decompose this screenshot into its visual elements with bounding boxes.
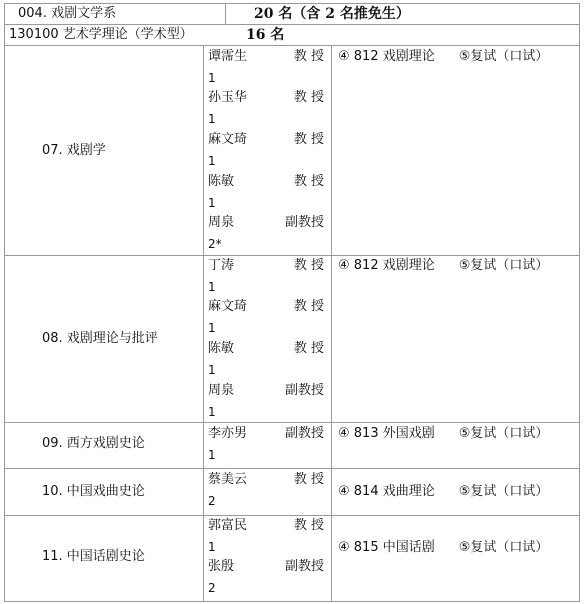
major-quota: 16 名 [246, 27, 285, 43]
teacher-count: 2* [208, 237, 222, 251]
teacher-entry [208, 174, 324, 211]
direction-label: 09. 西方戏剧史论 [42, 436, 145, 451]
teacher-entry [208, 426, 324, 463]
table-rule [4, 422, 580, 423]
teacher-title: 副教授 [284, 383, 324, 398]
teacher-name: 孙玉华 [208, 90, 248, 105]
teacher-title: 教 授 [293, 174, 324, 189]
teacher-count: 1 [208, 71, 216, 85]
exam-retest: ⑤复试（口试） [458, 484, 549, 499]
teacher-entry [208, 472, 324, 509]
teacher-count: 1 [208, 448, 216, 462]
teacher-entry [208, 132, 324, 169]
teacher-entry [208, 299, 324, 336]
teacher-entry [208, 215, 324, 252]
table-rule [4, 45, 580, 46]
table-rule [4, 601, 580, 602]
exam-retest: ⑤复试（口试） [458, 258, 549, 273]
teacher-title: 副教授 [284, 215, 324, 230]
teacher-name: 丁涛 [208, 258, 235, 273]
teacher-count: 1 [208, 196, 216, 210]
teacher-entry [208, 383, 324, 420]
table-rule [4, 255, 580, 256]
teacher-count: 1 [208, 363, 216, 377]
exam-subject-4: ④ 812 戏剧理论 [338, 49, 435, 64]
exam-subject-4: ④ 814 戏曲理论 [338, 484, 435, 499]
teacher-title: 教 授 [293, 132, 324, 147]
teacher-name: 麻文琦 [208, 132, 248, 147]
teacher-title: 教 授 [293, 49, 324, 64]
exam-subjects [338, 484, 548, 500]
teacher-title: 教 授 [293, 90, 324, 105]
teacher-title: 教 授 [293, 258, 324, 273]
direction-label: 07. 戏剧学 [42, 143, 106, 158]
header-divider [225, 3, 226, 24]
teacher-entry [208, 258, 324, 295]
teacher-name: 周泉 [208, 215, 235, 230]
teacher-count: 1 [208, 154, 216, 168]
column-divider [203, 45, 204, 602]
exam-subjects [338, 426, 548, 442]
teacher-count: 1 [208, 280, 216, 294]
column-divider [331, 45, 332, 602]
teacher-count: 1 [208, 321, 216, 335]
exam-subject-4: ④ 813 外国戏剧 [338, 426, 435, 441]
teacher-entry [208, 518, 324, 555]
table-border-top [4, 3, 580, 4]
teacher-count: 1 [208, 540, 216, 554]
teacher-name: 陈敏 [208, 174, 235, 189]
exam-subjects [338, 258, 548, 274]
teacher-title: 教 授 [293, 341, 324, 356]
teacher-entry [208, 341, 324, 378]
exam-retest: ⑤复试（口试） [458, 540, 549, 555]
teacher-entry [208, 559, 324, 596]
exam-subject-4: ④ 815 中国话剧 [338, 540, 435, 555]
teacher-title: 教 授 [293, 518, 324, 533]
exam-retest: ⑤复试（口试） [458, 49, 549, 64]
teacher-title: 教 授 [293, 299, 324, 314]
teacher-name: 谭霈生 [208, 49, 248, 64]
teacher-title: 教 授 [293, 472, 324, 487]
table-border-left [4, 3, 5, 602]
exam-subjects [338, 49, 548, 65]
teacher-entry [208, 90, 324, 127]
table-border-right [579, 3, 580, 602]
teacher-count: 1 [208, 112, 216, 126]
teacher-entry [208, 49, 324, 86]
table-rule [4, 515, 580, 516]
teacher-name: 陈敏 [208, 341, 235, 356]
table-rule [4, 24, 580, 25]
direction-label: 08. 戏剧理论与批评 [42, 331, 158, 346]
exam-retest: ⑤复试（口试） [458, 426, 549, 441]
table-rule [4, 468, 580, 469]
teacher-count: 2 [208, 494, 216, 508]
teacher-name: 周泉 [208, 383, 235, 398]
exam-subject-4: ④ 812 戏剧理论 [338, 258, 435, 273]
teacher-title: 副教授 [284, 559, 324, 574]
direction-label: 11. 中国话剧史论 [42, 549, 145, 564]
teacher-count: 2 [208, 581, 216, 595]
direction-label: 10. 中国戏曲史论 [42, 484, 145, 499]
department-quota: 20 名（含 2 名推免生） [254, 6, 410, 22]
major-name: 130100 艺术学理论（学术型） [9, 27, 193, 42]
teacher-name: 郭富民 [208, 518, 248, 533]
exam-subjects [338, 540, 548, 556]
teacher-title: 副教授 [284, 426, 324, 441]
department-name: 004. 戏剧文学系 [18, 6, 117, 21]
teacher-count: 1 [208, 405, 216, 419]
teacher-name: 蔡美云 [208, 472, 248, 487]
teacher-name: 张殷 [208, 559, 235, 574]
teacher-name: 麻文琦 [208, 299, 248, 314]
teacher-name: 李亦男 [208, 426, 248, 441]
